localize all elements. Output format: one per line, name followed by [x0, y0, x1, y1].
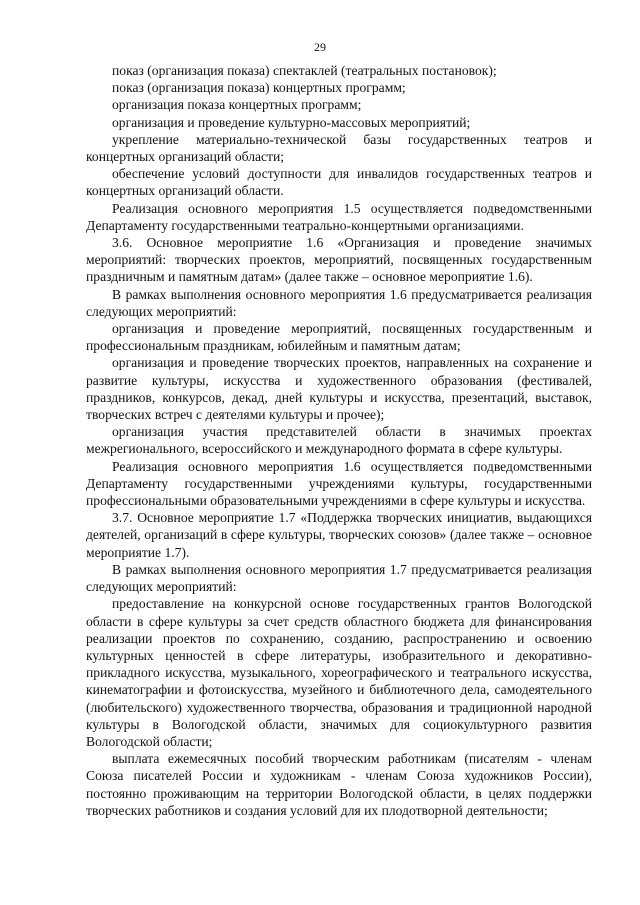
paragraph: организация и проведение творческих проектов, направленных на сохранение и развитие культуры, искусства и художественного образования (фестивалей, праздников, конкурсов, декад, дней культуры и искусства, презентаций, выставок, творческих встреч с деятелями культуры и прочее);: [86, 355, 592, 423]
paragraph: предоставление на конкурсной основе государственных грантов Вологодской области в сфере культуры за счет средств областного бюджета для финансирования реализации проектов по сохранению, созданию, распространению и освоению культурных ценностей в сфере литературы, изобразительного и декоративно-прикладного искусства, музыкального, хореографического и театрального искусства, кинематографии и фотоискусства, музейного и библиотечного дела, самодеятельного (любительского) художественного творчества, образования и традиционной народной культуры в Вологодской области, значимых для социокультурного развития Вологодской области;: [86, 596, 592, 749]
page-number: 29: [314, 40, 326, 54]
paragraph: организация участия представителей области в значимых проектах межрегионального, всероссийского и международного формата в сфере культуры.: [86, 424, 592, 457]
section-heading-3-7: 3.7. Основное мероприятие 1.7 «Поддержка творческих инициатив, выдающихся деятелей, организаций в сфере культуры, творческих союзов» (далее также – основное мероприятие 1.7).: [86, 510, 592, 560]
paragraph: В рамках выполнения основного мероприятия 1.7 предусматривается реализация следующих мероприятий:: [86, 561, 592, 595]
paragraph: организация показа концертных программ;: [112, 97, 362, 113]
paragraph: выплата ежемесячных пособий творческим работникам (писателям - членам Союза писателей России и художникам - членам Союза художников России), постоянно проживающим на территории Вологодской области, в целях поддержки творческих работников и создания условий для их плодотворной деятельности;: [86, 751, 592, 818]
paragraph: показ (организация показа) концертных программ;: [112, 80, 406, 96]
paragraph: показ (организация показа) спектаклей (театральных постановок);: [112, 63, 497, 78]
paragraph: Реализация основного мероприятия 1.6 осуществляется подведомственными Департаменту государственными учреждениями культуры, государственными профессиональными образовательными учреждениями в сфере культуры и искусства.: [86, 458, 592, 509]
paragraph: организация и проведение культурно-массовых мероприятий;: [112, 114, 471, 130]
paragraph: организация и проведение мероприятий, посвященных государственным и профессиональным праздникам, юбилейным и памятным датам;: [86, 321, 592, 354]
paragraph: укрепление материально-технической базы государственных театров и концертных организаций области;: [86, 131, 592, 165]
paragraph: В рамках выполнения основного мероприятия 1.6 предусматривается реализация следующих мероприятий:: [86, 286, 592, 319]
section-heading-3-6: 3.6. Основное мероприятие 1.6 «Организация и проведение значимых мероприятий: творческих проектов, мероприятий, посвященных государственным праздничным и памятным датам» (далее также – основное мероприятие 1.6).: [86, 235, 592, 285]
paragraph: Реализация основного мероприятия 1.5 осуществляется подведомственными Департаменту государственными театрально-концертными организациями.: [86, 200, 592, 233]
document-body: [86, 62, 592, 819]
paragraph: обеспечение условий доступности для инвалидов государственных театров и концертных организаций области.: [86, 166, 592, 199]
